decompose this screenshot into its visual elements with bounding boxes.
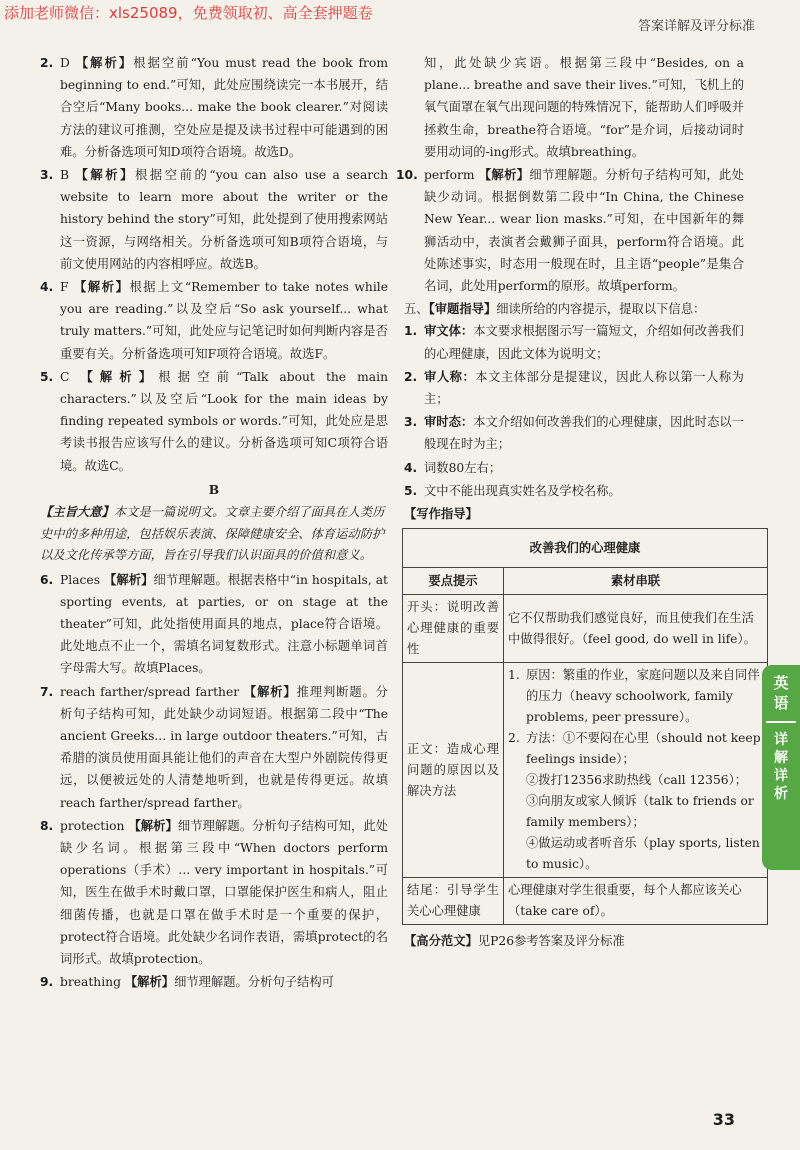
- item-number: 4.: [404, 460, 418, 475]
- body-point-2: [508, 728, 763, 875]
- guide-text: 本文要求根据图示写一篇短文，介绍如何改善我们的心理健康，因此文体为说明文；: [424, 324, 744, 361]
- item-number: 3.: [404, 415, 418, 430]
- analysis-tag: 【解析】: [104, 572, 154, 587]
- analysis-tag: 【解析】: [75, 56, 134, 70]
- right-column: [396, 52, 761, 952]
- subject-label: 英 语: [766, 665, 796, 723]
- item-number: 5.: [40, 369, 54, 384]
- answer: B: [60, 168, 76, 183]
- analysis-tag: 【解析】: [74, 280, 130, 295]
- header-title: 答案详解及评分标准: [637, 19, 755, 34]
- guide-text: 词数80左右；: [424, 460, 502, 475]
- section-b-heading: B: [208, 481, 220, 497]
- point-text: 原因：繁重的作业，家庭问题以及来自同伴的压力（heavy schoolwork, family problems, peer pressure）。: [526, 668, 760, 725]
- row-key-opening: 开头：说明改善心理健康的重要性: [403, 595, 504, 663]
- analysis-text: 根据空前“You must read the book from beginning to end.”可知，此处应围绕读完一本书展开，结合空后“Many books... make the book clearer.”对阅读方法的建议可推测，空处应是提及读书过程中可能遇到的困难。分析备选项可知D项符合语境。故选D。: [60, 56, 388, 159]
- model-essay-tag: 【高分范文】: [404, 934, 478, 949]
- answer: perform: [424, 168, 479, 183]
- item-number: 9.: [40, 975, 54, 990]
- task-guide-tag: 【审题指导】: [428, 302, 497, 317]
- answer-item-6: [40, 569, 388, 680]
- answer: F: [60, 280, 75, 295]
- table-header-materials: 素材串联: [504, 568, 768, 595]
- analysis-text: 知，此处缺少宾语。根据第三段中“Besides, on a plane... breathe and save their lives.”可知，飞机上的氧气面罩在氧气出现问题的特殊情况下，能帮助人们呼吸并拯救生命，breathe符合语境。“for”是介词，后接动词时要用动词的-ing形式。故填breathing。: [424, 56, 744, 159]
- answer-item-9-continued: [404, 52, 744, 163]
- analysis-tag: 【解析】: [243, 684, 297, 699]
- answer-item-5: [40, 366, 388, 477]
- item-number: 3.: [40, 168, 54, 183]
- method-2: ②拨打12356求助热线（call 12356）；: [526, 773, 748, 788]
- guide-tag: 审人称：: [424, 369, 476, 384]
- answer: C: [60, 369, 81, 384]
- model-essay-reference: [404, 930, 744, 952]
- answer-item-4: [40, 276, 388, 365]
- analysis-tag: 【解析】: [80, 369, 159, 384]
- item-number: 2.: [40, 56, 54, 70]
- answer: Places: [60, 572, 105, 587]
- answer-item-2: [40, 52, 388, 163]
- item-number: 6.: [40, 572, 54, 587]
- point-number: 2.: [508, 731, 520, 746]
- item-number: 4.: [40, 280, 54, 295]
- guide-item-5: [404, 480, 744, 502]
- body-point-1: [508, 665, 763, 728]
- analysis-tag: 【解析】: [128, 818, 178, 833]
- row-key-body: 正文：造成心理问题的原因以及解决方法: [403, 663, 504, 878]
- table-row: [403, 595, 768, 663]
- point-number: 1.: [508, 668, 520, 683]
- analysis-text: 推理判断题。分析句子结构可知，此处缺少动词短语。根据第二段中“The ancient Greeks... in large outdoor theaters.”可知，古希腊的演员使用面具能让他们的声音在大型户外剧院传得更远，以便被远处的人清楚地听到，也就是传得更远。故填reach farther/spread farther。: [60, 684, 388, 810]
- subject-side-tab: [762, 665, 800, 870]
- section-number: 五、: [404, 302, 429, 317]
- table-header-key-points: 要点提示: [403, 568, 504, 595]
- point-text: 方法：①不要闷在心里（should not keep feelings inside）；: [526, 731, 761, 767]
- guide-tag: 审文体：: [424, 324, 474, 339]
- section-label: 详 解 详 析: [774, 732, 788, 802]
- analysis-text: 细节理解题。分析句子结构可: [174, 975, 334, 990]
- main-idea-summary: [40, 502, 388, 567]
- guide-item-4: [404, 457, 744, 479]
- table-title: 改善我们的心理健康: [403, 529, 768, 568]
- item-number: 2.: [404, 369, 418, 384]
- answer-item-3: [40, 164, 388, 275]
- writing-guide-table: [402, 528, 768, 925]
- answer-item-10: [396, 164, 744, 297]
- answer: reach farther/spread farther: [60, 684, 244, 699]
- guide-item-1: [404, 320, 744, 364]
- method-4: ④做运动或者听音乐（play sports, listen to music）。: [526, 836, 760, 872]
- analysis-text: 根据上文“Remember to take notes while you are reading.”以及空后“So ask yourself... what truly matters.”可知，此处应与记笔记时如何判断内容是否重要有关。分析备选项可知F项符合语境。故选F。: [60, 280, 388, 361]
- table-row: [403, 663, 768, 878]
- main-idea-tag: 【主旨大意】: [40, 505, 114, 520]
- item-number: 1.: [404, 324, 418, 339]
- row-key-ending: 结尾：引导学生关心心理健康: [403, 878, 504, 925]
- guide-item-2: [404, 366, 744, 410]
- answer: breathing: [60, 975, 125, 990]
- method-3: ③向朋友或家人倾诉（talk to friends or family members）；: [526, 794, 754, 830]
- analysis-text: 细节理解题。分析句子结构可知，此处缺少名词。根据第三段中“When doctors perform operations（手术）... very important in hospitals.”可知，医生在做手术时戴口罩，口罩能保护医生和病人，阻止细菌传播，也就是口罩在做手术时是一个重要的保护，protect符合语境。此处缺少名词作表语，需填protect的名词形式。故填protection。: [60, 818, 388, 967]
- item-number: 5.: [404, 483, 418, 498]
- watermark-text: 添加老师微信：xls25089，免费领取初、高全套押题卷: [4, 4, 373, 22]
- answer-item-8: [40, 815, 388, 970]
- model-essay-text: 见P26参考答案及评分标准: [477, 934, 625, 949]
- analysis-text: 根据空前“Talk about the main characters.”以及空后“Look for the main ideas by finding repeated symbols or words.”可知，此处应是思考读书报告应该写什么的建议。分析备选项可知C项符合语境。故选C。: [60, 369, 388, 473]
- row-value-opening: 它不仅帮助我们感觉良好，而且使我们在生活中做得很好。（feel good, do well in life）。: [504, 595, 768, 663]
- main-idea-text: 本文是一篇说明文。文章主要介绍了面具在人类历史中的多种用途，包括娱乐表演、保障健康安全、体育运动防护以及文化传承等方面，旨在引导我们认识面具的价值和意义。: [40, 505, 385, 563]
- item-number: 10.: [396, 168, 418, 183]
- analysis-tag: 【解析】: [478, 168, 530, 183]
- page-number: 33: [712, 1110, 735, 1129]
- analysis-tag: 【解析】: [75, 168, 136, 183]
- analysis-text: 根据空前的“you can also use a search website to learn more about the writer or the history behind the story”可知，此处提到了使用搜索网站这一资源，与网络相关。分析备选项可知B项符合语境，与前文使用网站的内容相呼应。故选B。: [60, 168, 388, 271]
- row-value-ending: 心理健康对学生很重要，每个人都应该关心（take care of）。: [504, 878, 768, 925]
- analysis-tag: 【解析】: [124, 975, 175, 990]
- answer: protection: [60, 818, 129, 833]
- left-column: [40, 52, 388, 994]
- answer-item-9: [40, 971, 388, 993]
- analysis-text: 细节理解题。根据表格中“in hospitals, at sporting events, at parties, or on stage at the theater”可知，此处指使用面具的地点，place符合语境。此处地点不止一个，需填名词复数形式。注意小标题单词首字母需大写。故填Places。: [60, 572, 389, 676]
- item-number: 8.: [40, 818, 54, 833]
- guide-tag: 审时态：: [424, 415, 474, 430]
- row-value-body: [504, 663, 768, 878]
- guide-text: 文中不能出现真实姓名及学校名称。: [424, 483, 621, 498]
- answer-item-7: [40, 681, 388, 814]
- writing-guide-label: 【写作指导】: [404, 507, 478, 522]
- answer: D: [60, 56, 76, 70]
- guide-text: 本文介绍如何改善我们的心理健康，因此时态以一般现在时为主；: [424, 415, 744, 452]
- guide-item-3: [404, 411, 744, 455]
- writing-section-heading: [404, 298, 744, 320]
- analysis-text: 细节理解题。分析句子结构可知，此处缺少动词。根据倒数第二段中“In China, the Chinese New Year... wear lion masks.”可知，在中国新年的舞狮活动中，表演者会戴狮子面具，perform符合语境。此处陈述事实，时态用一般现在时，且主语“people”是集合名词，此处用perform的原形。故填perform。: [424, 168, 744, 294]
- guide-text: 本文主体部分是提建议，因此人称以第一人称为主；: [424, 369, 744, 407]
- table-row: [403, 878, 768, 925]
- task-guide-text: 细读所给的内容提示，提取以下信息：: [496, 302, 706, 317]
- item-number: 7.: [40, 684, 54, 699]
